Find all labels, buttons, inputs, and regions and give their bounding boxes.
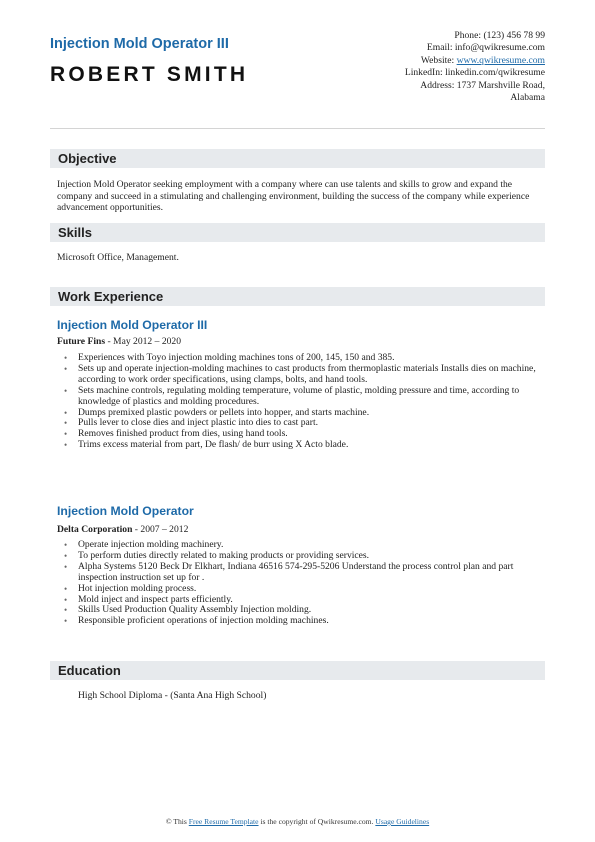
footer: © This Free Resume Template is the copyright of Qwikresume.com. Usage Guidelines: [165, 817, 430, 826]
job-title: Injection Mold Operator III: [50, 36, 229, 52]
website-link[interactable]: www.qwikresume.com: [456, 54, 545, 66]
job-company-line-1: [57, 336, 181, 347]
usage-guidelines-link[interactable]: Usage Guidelines: [375, 817, 430, 826]
contact-address-line2: Alabama: [510, 92, 545, 104]
list-item: • Hot injection molding process.: [64, 582, 197, 594]
list-item: • Operate injection molding machinery.: [64, 539, 224, 550]
section-education: [50, 661, 545, 680]
company-name: Future Fins: [57, 336, 106, 347]
job-title-2: Injection Mold Operator: [57, 504, 194, 518]
job-title-1: Injection Mold Operator III: [57, 318, 208, 332]
list-item: • Removes finished product from dies, using hand tools.: [64, 428, 288, 440]
list-item: • Sets machine controls, regulating molding temperature, volume of plastic, molding pressure and time, according to knowledge of plastics and molding procedures.: [64, 384, 520, 407]
company-name: Delta Corporation: [57, 524, 133, 535]
section-heading: Objective: [58, 151, 117, 166]
list-item: • Responsible proficient operations of injection molding machines.: [64, 615, 329, 627]
job-dates: - 2007 – 2012: [132, 524, 189, 535]
contact-phone: Phone: (123) 456 78 99: [454, 30, 545, 41]
objective-text: Injection Mold Operator seeking employment with a company where can use talents and skills to grow and expand the company and succeed in a stimulating and challenging environment, building the success of the company while experience advancement opportunities.: [57, 179, 530, 213]
contact-email: Email: info@qwikresume.com: [426, 42, 545, 54]
list-item: • Trims excess material from part, De flash/ de burr using X Acto blade.: [64, 439, 349, 451]
job-bullets-2: [57, 540, 547, 627]
education-entry: High School Diploma - (Santa Ana High School): [78, 690, 267, 701]
contact-block: [305, 30, 545, 104]
section-heading: Education: [58, 663, 121, 678]
section-heading: Work Experience: [58, 289, 164, 304]
section-skills: [50, 223, 545, 242]
list-item: • Dumps premixed plastic powders or pellets into hopper, and starts machine.: [64, 406, 370, 418]
list-item: • Pulls lever to close dies and inject plastic into dies to cast part.: [64, 417, 319, 429]
candidate-name: ROBERT SMITH: [50, 63, 249, 86]
list-item: • Sets up and operate injection-molding machines to cast products from thermoplastic materials Installs dies on machine, according to work order specifications, using clamps, bolts, and hand tools.: [64, 362, 536, 385]
contact-address: Address: 1737 Marshville Road,: [420, 79, 545, 91]
section-heading: Skills: [58, 225, 92, 240]
skills-text: Microsoft Office, Management.: [57, 252, 179, 263]
contact-website: Website: www.qwikresume.com: [420, 54, 545, 66]
header-divider: [50, 128, 545, 129]
list-item: • To perform duties directly related to making products or providing services.: [64, 549, 370, 561]
free-resume-template-link[interactable]: Free Resume Template: [188, 817, 259, 826]
job-dates: - May 2012 – 2020: [105, 336, 182, 347]
contact-linkedin: LinkedIn: linkedin.com/qwikresume: [404, 67, 545, 79]
list-item: • Alpha Systems 5120 Beck Dr Elkhart, Indiana 46516 574-295-5206 Understand the process control plan and part inspection instruction set up for .: [64, 560, 514, 583]
list-item: • Skills Used Production Quality Assembly Injection molding.: [64, 604, 312, 616]
resume-header: [50, 30, 545, 120]
job-company-line-2: [57, 524, 188, 535]
section-objective: [50, 149, 545, 168]
list-item: • Mold inject and inspect parts efficiently.: [64, 593, 233, 605]
list-item: • Experiences with Toyo injection molding machines tons of 200, 145, 150 and 385.: [64, 352, 395, 363]
section-work-experience: [50, 287, 545, 306]
job-bullets-1: [57, 353, 547, 451]
